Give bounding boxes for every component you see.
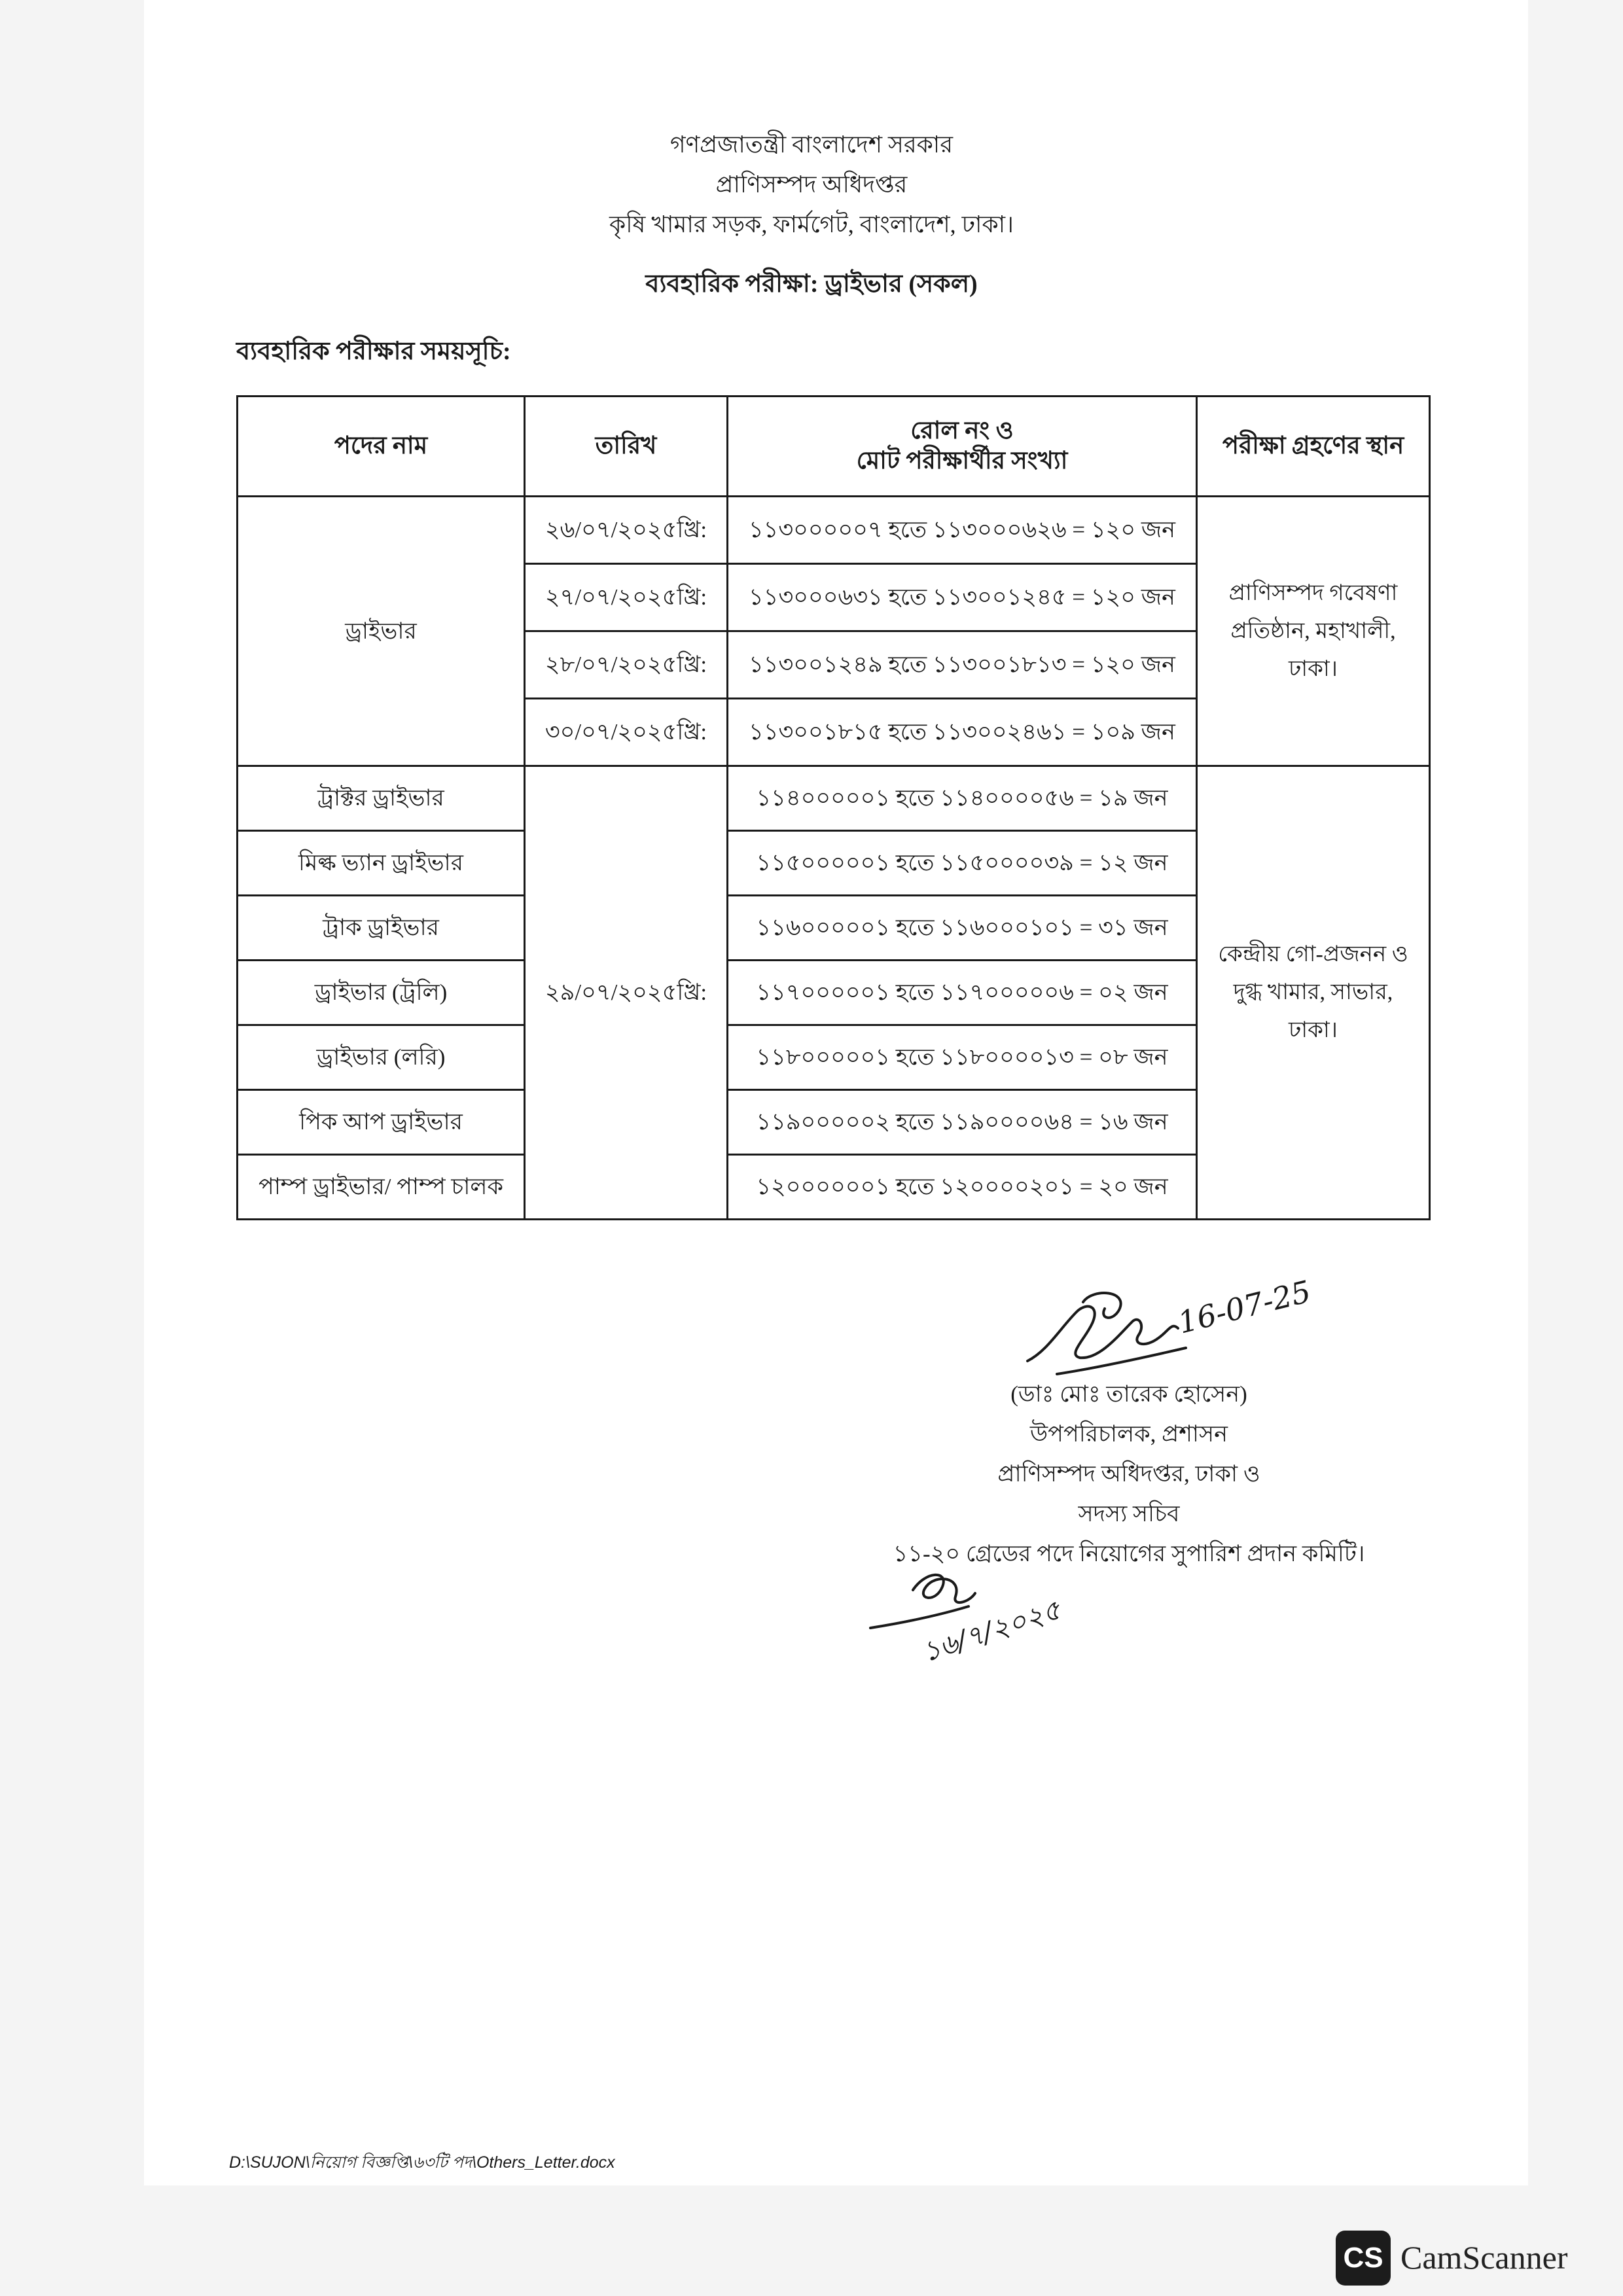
post-name-cell: ড্রাইভার [238,497,525,766]
table-row [238,497,1430,564]
exam-schedule-table [236,395,1431,1220]
venue-cell [1197,497,1430,766]
roll-range-cell: ১১৮০০০০০১ হতে ১১৮০০০০১৩ = ০৮ জন [728,1025,1197,1090]
roll-range-cell: ১১৩০০১৮১৫ হতে ১১৩০০২৪৬১ = ১০৯ জন [728,699,1197,766]
file-path-footer: D:\SUJON\নিয়োগ বিজ্ঞপ্তি\৬৩টি পদ\Others_Letter.docx [229,2153,615,2172]
venue-line: প্রতিষ্ঠান, মহাখালী, [1230,618,1396,643]
roll-range-cell: ১১৯০০০০০২ হতে ১১৯০০০০৬৪ = ১৬ জন [728,1090,1197,1155]
venue-line: প্রাণিসম্পদ গবেষণা [1228,580,1398,605]
office-address: কৃষি খামার সড়ক, ফার্মগেট, বাংলাদেশ, ঢাকা। [609,211,1014,238]
table-header-row [238,397,1430,497]
col-header-venue: পরীক্ষা গ্রহণের স্থান [1197,397,1430,497]
countersignature-stroke [870,1606,969,1628]
countersignature-date: ১৬/৭/২০২৫ [918,1593,1065,1669]
roll-range-cell: ১১৬০০০০০১ হতে ১১৬০০০১০১ = ৩১ জন [728,896,1197,961]
signatory-committee: ১১-২০ গ্রেডের পদে নিয়োগের সুপারিশ প্রদান কমিটি। [893,1541,1365,1566]
post-name-cell: ড্রাইভার (লরি) [238,1025,525,1090]
countersignature-loop [913,1575,975,1602]
post-name-cell: পাম্প ড্রাইভার/ পাম্প চালক [238,1155,525,1220]
countersignature [864,1551,1086,1675]
signatory-block [851,1374,1407,1574]
venue-line: দুগ্ধ খামার, সাভার, [1233,980,1393,1004]
signatory-role: সদস্য সচিব [1078,1501,1180,1527]
document-title: ব্যবহারিক পরীক্ষা: ড্রাইভার (সকল) [645,270,978,298]
handwritten-signature [1021,1273,1315,1381]
venue-line: ঢাকা। [1289,656,1338,681]
col-header-roll [728,397,1197,497]
signatory-name: (ডাঃ মোঃ তারেক হোসেন) [1010,1381,1247,1407]
venue-line: ঢাকা। [1289,1018,1338,1042]
post-name-cell: পিক আপ ড্রাইভার [238,1090,525,1155]
post-name-cell: ট্রাক্টর ড্রাইভার [238,766,525,831]
col-header-post: পদের নাম [238,397,525,497]
exam-date-cell: ২৬/০৭/২০২৫খ্রি: [525,497,728,564]
col-header-roll-line1: রোল নং ও [910,417,1014,444]
signatory-office: প্রাণিসম্পদ অধিদপ্তর, ঢাকা ও [997,1461,1260,1487]
col-header-date: তারিখ [525,397,728,497]
table-row [238,766,1430,831]
government-name: গণপ্রজাতন্ত্রী বাংলাদেশ সরকার [669,132,954,158]
schedule-heading: ব্যবহারিক পরীক্ষার সময়সূচি: [236,338,511,365]
signature-date: 16-07-25 [1174,1273,1315,1341]
venue-line: কেন্দ্রীয় গো-প্রজনন ও [1218,942,1408,966]
exam-date-cell: ৩০/০৭/২০২৫খ্রি: [525,699,728,766]
exam-date-cell: ২৮/০৭/২০২৫খ্রি: [525,631,728,699]
post-name-cell: মিল্ক ভ্যান ড্রাইভার [238,831,525,896]
post-name-cell: ড্রাইভার (ট্রলি) [238,961,525,1025]
roll-range-cell: ১১৩০০০৬৩১ হতে ১১৩০০১২৪৫ = ১২০ জন [728,564,1197,631]
signatory-designation: উপপরিচালক, প্রশাসন [1029,1421,1228,1447]
camscanner-logo-icon: CS [1336,2231,1391,2286]
roll-range-cell: ১২০০০০০০১ হতে ১২০০০০২০১ = ২০ জন [728,1155,1197,1220]
roll-range-cell: ১১৪০০০০০১ হতে ১১৪০০০০৫৬ = ১৯ জন [728,766,1197,831]
roll-range-cell: ১১৭০০০০০১ হতে ১১৭০০০০০৬ = ০২ জন [728,961,1197,1025]
roll-range-cell: ১১৫০০০০০১ হতে ১১৫০০০০৩৯ = ১২ জন [728,831,1197,896]
department-name: প্রাণিসম্পদ অধিদপ্তর [715,171,908,198]
camscanner-brand: CamScanner [1400,2239,1568,2276]
roll-range-cell: ১১৩০০১২৪৯ হতে ১১৩০০১৮১৩ = ১২০ জন [728,631,1197,699]
roll-range-cell: ১১৩০০০০০৭ হতে ১১৩০০০৬২৬ = ১২০ জন [728,497,1197,564]
exam-date-cell: ২৭/০৭/২০২৫খ্রি: [525,564,728,631]
post-name-cell: ট্রাক ড্রাইভার [238,896,525,961]
col-header-roll-line2: মোট পরীক্ষার্থীর সংখ্যা [856,448,1068,474]
exam-date-cell: ২৯/০৭/২০২৫খ্রি: [525,766,728,1220]
venue-cell [1197,766,1430,1220]
